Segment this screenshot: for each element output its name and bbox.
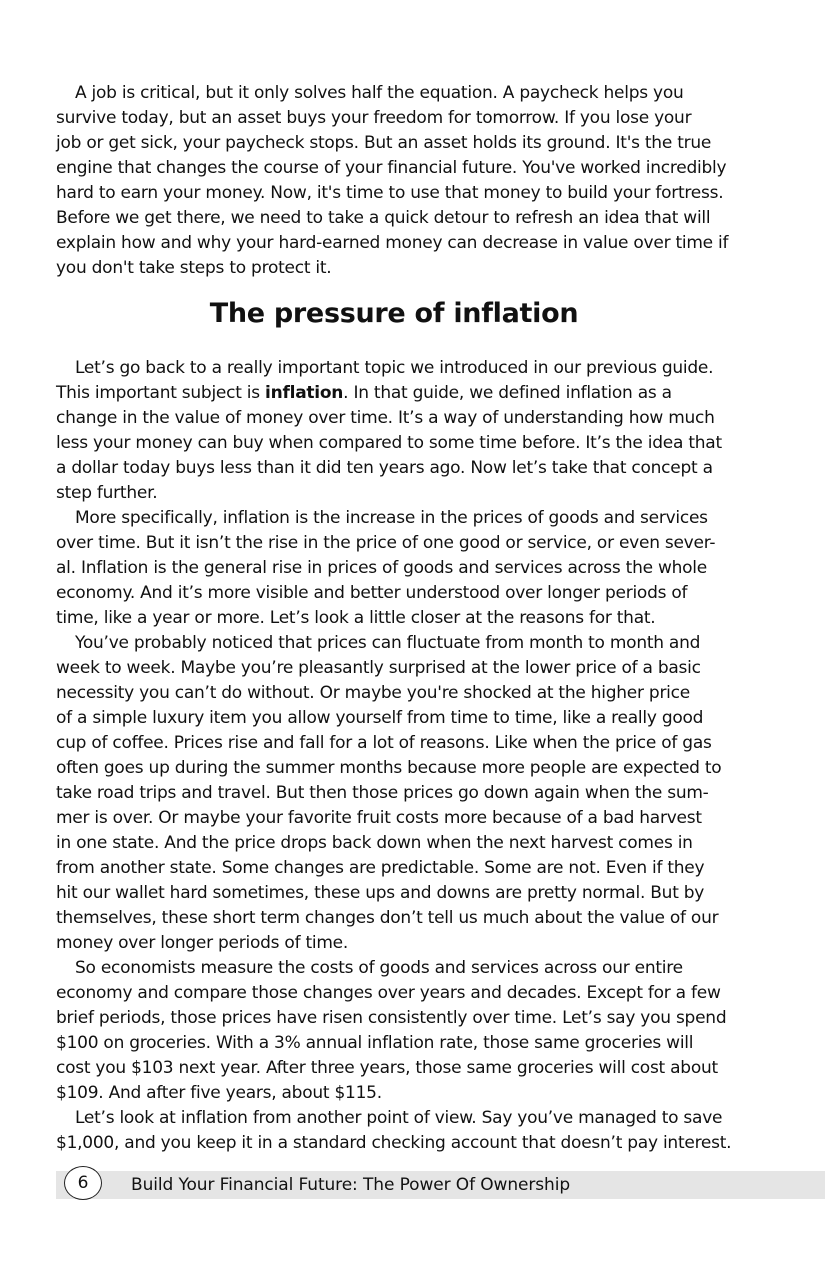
text-line: change in the value of money over time. It’s a way of understanding how much bbox=[56, 408, 715, 428]
text-line: engine that changes the course of your financial future. You've worked incredibly bbox=[56, 158, 727, 178]
bold-term-inflation: inflation bbox=[265, 383, 344, 403]
text-line: Let’s look at inflation from another point of view. Say you’ve managed to save bbox=[75, 1108, 723, 1128]
intro-paragraph bbox=[56, 81, 732, 281]
text-segment: This important subject is bbox=[56, 383, 266, 403]
main-body bbox=[56, 356, 732, 1156]
text-line: often goes up during the summer months because more people are expected to bbox=[56, 758, 722, 778]
text-line: hit our wallet hard sometimes, these ups and downs are pretty normal. But by bbox=[56, 883, 705, 903]
text-line: job or get sick, your paycheck stops. But an asset holds its ground. It's the true bbox=[56, 133, 712, 153]
text-line: cost you $103 next year. After three years, those same groceries will cost about bbox=[56, 1058, 718, 1078]
text-line: survive today, but an asset buys your freedom for tomorrow. If you lose your bbox=[56, 108, 692, 128]
text-line: cup of coffee. Prices rise and fall for a lot of reasons. Like when the price of gas bbox=[56, 733, 712, 753]
text-line: a dollar today buys less than it did ten years ago. Now let’s take that concept a bbox=[56, 458, 713, 478]
text-line: take road trips and travel. But then those prices go down again when the sum- bbox=[56, 783, 709, 803]
text-segment: . In that guide, we defined inflation as a bbox=[343, 383, 672, 403]
text-line: $1,000, and you keep it in a standard checking account that doesn’t pay interest. bbox=[56, 1133, 732, 1153]
text-line: mer is over. Or maybe your favorite fruit costs more because of a bad harvest bbox=[56, 808, 702, 828]
text-line: you don't take steps to protect it. bbox=[56, 258, 332, 278]
text-line: in one state. And the price drops back down when the next harvest comes in bbox=[56, 833, 693, 853]
text-line: $100 on groceries. With a 3% annual inflation rate, those same groceries will bbox=[56, 1033, 694, 1053]
text-line: You’ve probably noticed that prices can fluctuate from month to month and bbox=[75, 633, 701, 653]
text-line: brief periods, those prices have risen consistently over time. Let’s say you spend bbox=[56, 1008, 727, 1028]
text-line: step further. bbox=[56, 483, 158, 503]
page-number: 6 bbox=[64, 1166, 102, 1200]
text-line: hard to earn your money. Now, it's time to use that money to build your fortress. bbox=[56, 183, 724, 203]
text-line: from another state. Some changes are predictable. Some are not. Even if they bbox=[56, 858, 705, 878]
text-line: necessity you can’t do without. Or maybe you're shocked at the higher price bbox=[56, 683, 690, 703]
text-line-with-bold-term bbox=[56, 381, 732, 406]
text-line: $109. And after five years, about $115. bbox=[56, 1083, 382, 1103]
text-line: of a simple luxury item you allow yourself from time to time, like a really good bbox=[56, 708, 704, 728]
text-line: less your money can buy when compared to some time before. It’s the idea that bbox=[56, 433, 722, 453]
text-line: So economists measure the costs of goods and services across our entire bbox=[75, 958, 683, 978]
text-line: Before we get there, we need to take a quick detour to refresh an idea that will bbox=[56, 208, 711, 228]
text-line: week to week. Maybe you’re pleasantly surprised at the lower price of a basic bbox=[56, 658, 701, 678]
text-line: explain how and why your hard-earned money can decrease in value over time if bbox=[56, 233, 729, 253]
text-line: economy and compare those changes over years and decades. Except for a few bbox=[56, 983, 721, 1003]
footer-book-title: Build Your Financial Future: The Power Of Ownership bbox=[131, 1175, 571, 1195]
text-line: money over longer periods of time. bbox=[56, 933, 349, 953]
text-line: themselves, these short term changes don’t tell us much about the value of our bbox=[56, 908, 719, 928]
text-line: Let’s go back to a really important topic we introduced in our previous guide. bbox=[75, 358, 714, 378]
text-line: time, like a year or more. Let’s look a little closer at the reasons for that. bbox=[56, 608, 656, 628]
text-line: A job is critical, but it only solves half the equation. A paycheck helps you bbox=[75, 83, 684, 103]
text-line: over time. But it isn’t the rise in the price of one good or service, or even sever- bbox=[56, 533, 716, 553]
text-line: al. Inflation is the general rise in prices of goods and services across the whole bbox=[56, 558, 707, 578]
text-line: More specifically, inflation is the increase in the prices of goods and services bbox=[75, 508, 708, 528]
text-line: economy. And it’s more visible and better understood over longer periods of bbox=[56, 583, 688, 603]
section-heading: The pressure of inflation bbox=[209, 298, 579, 329]
